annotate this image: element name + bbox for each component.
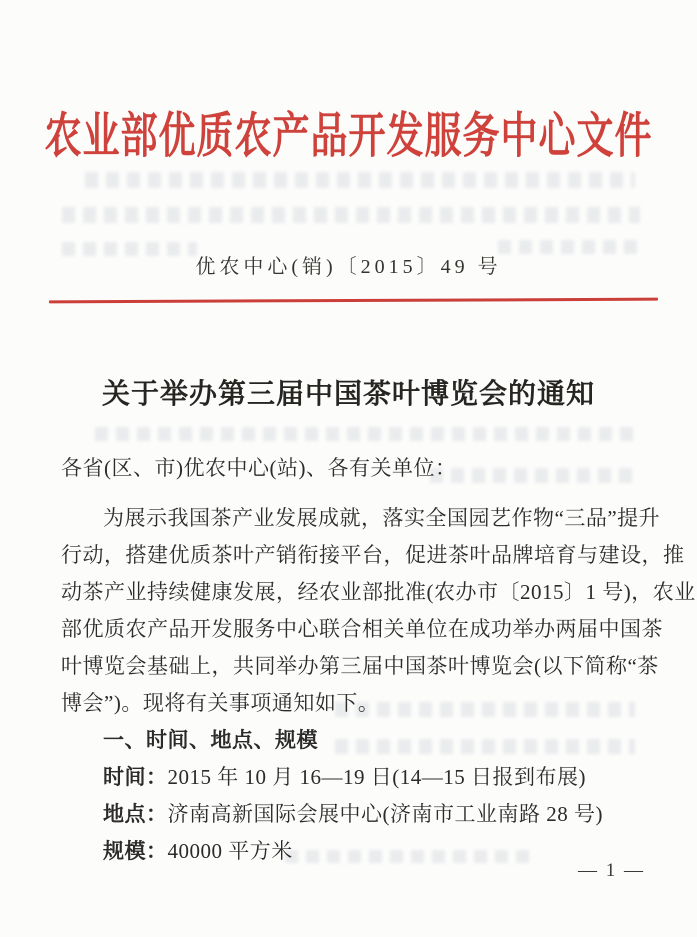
detail-value: 2015 年 10 月 16—19 日(14—15 日报到布展) — [167, 765, 586, 789]
body-line: 为展示我国茶产业发展成就，落实全国园艺作物“三品”提升 — [103, 506, 661, 530]
section-heading: 一、时间、地点、规模 — [103, 728, 318, 752]
letterhead-divider-rule — [49, 298, 658, 304]
detail-line-venue — [61, 796, 647, 833]
letterhead-org-title — [0, 96, 697, 164]
body-line: 部优质农产品开发服务中心联合相关单位在成功举办两届中国茶 — [61, 617, 663, 641]
bleedthrough-artifact — [95, 427, 640, 441]
letterhead-org-title-text: 农业部优质农产品开发服务中心文件 — [44, 110, 653, 164]
body-line: 叶博览会基础上，共同举办第三届中国茶叶博览会(以下简称“茶 — [61, 654, 659, 678]
detail-label: 时间： — [103, 765, 168, 789]
detail-line-time — [61, 759, 647, 796]
detail-label: 规模： — [103, 839, 168, 863]
detail-line-scale — [61, 833, 647, 870]
body-line: 行动，搭建优质茶叶产销衔接平台，促进茶叶品牌培育与建设，推 — [61, 543, 685, 567]
body-line: 博会”)。现将有关事项通知如下。 — [61, 691, 380, 715]
body-line: 动茶产业持续健康发展，经农业部批准(农办市〔2015〕1 号)，农业 — [61, 580, 696, 604]
document-number: 优农中心(销)〔2015〕49 号 — [195, 256, 502, 278]
page-number: — 1 — — [578, 860, 645, 881]
salutation: 各省(区、市)优农中心(站)、各有关单位： — [61, 456, 457, 480]
document-title: 关于举办第三届中国茶叶博览会的通知 — [101, 379, 595, 410]
detail-value: 济南高新国际会展中心(济南市工业南路 28 号) — [167, 802, 603, 826]
document-body — [61, 450, 696, 870]
bleedthrough-artifact — [85, 172, 635, 188]
detail-label: 地点： — [103, 802, 168, 826]
bleedthrough-artifact — [62, 207, 640, 223]
detail-value: 40000 平方米 — [167, 839, 293, 863]
